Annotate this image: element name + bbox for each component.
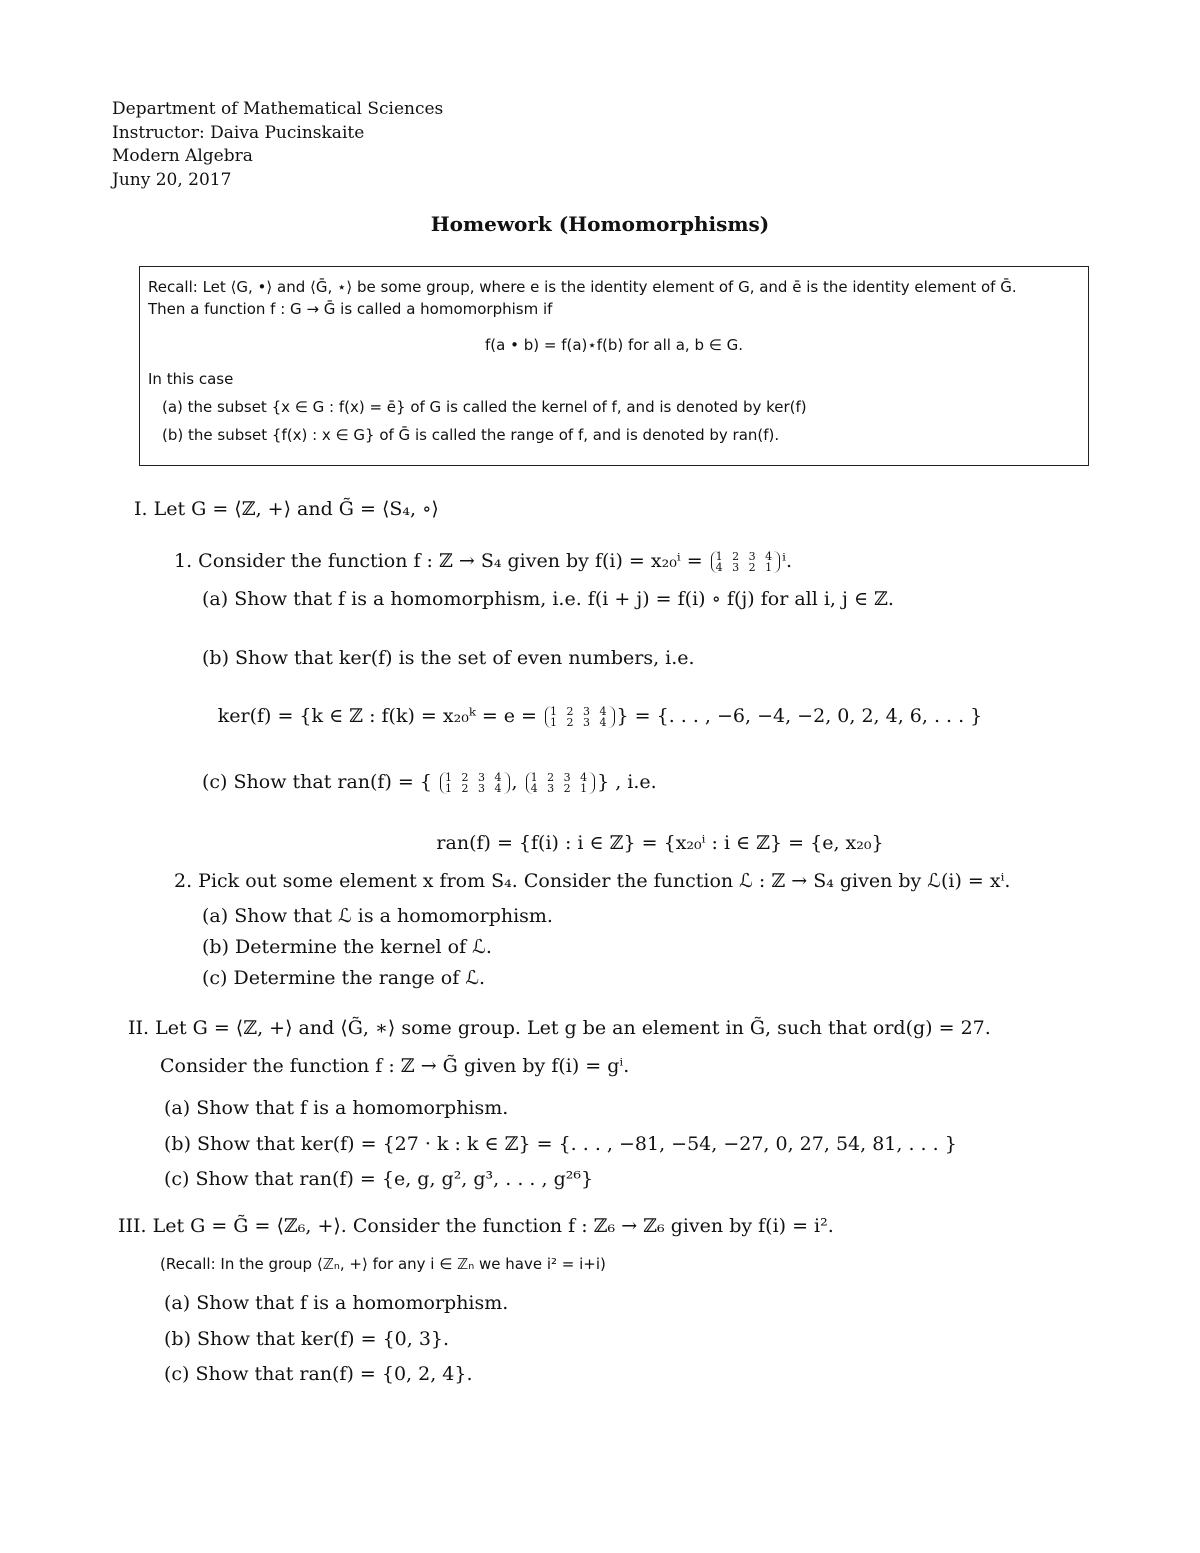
permutation-matrix — [711, 551, 780, 573]
problem-2-b: (b) Show that ker(f) = {27 · k : k ∈ ℤ} = {. . . , −81, −54, −27, 0, 27, 54, 81, . . . } — [164, 1133, 957, 1155]
matrix-bottom-row: 4 3 2 1 — [715, 561, 776, 574]
kernel-equation-right: } = {. . . , −6, −4, −2, 0, 2, 4, 6, . . . } — [616, 705, 983, 727]
problem-1-1 — [174, 550, 792, 573]
page-title: Homework (Homomorphisms) — [430, 212, 770, 236]
section-2-heading: II. Let G = ⟨ℤ, +⟩ and ⟨G̃, ∗⟩ some group. Let g be an element in G̃, such that ord(g) = 27. — [128, 1017, 991, 1039]
problem-3-a: (a) Show that f is a homomorphism. — [164, 1292, 509, 1314]
date-line: Juny 20, 2017 — [112, 169, 232, 190]
identity-permutation — [440, 772, 509, 794]
matrix-top-row: 1 2 3 4 — [530, 771, 591, 784]
matrix-bottom-row: 4 3 2 1 — [530, 782, 591, 795]
problem-1-1-b: (b) Show that ker(f) is the set of even numbers, i.e. — [202, 647, 695, 669]
course-line: Modern Algebra — [112, 146, 253, 166]
problem-3-c: (c) Show that ran(f) = {0, 2, 4}. — [164, 1363, 473, 1385]
section-2-line-2: Consider the function f : ℤ → G̃ given by f(i) = gⁱ. — [160, 1055, 630, 1077]
problem-1-1-c-right: } , i.e. — [597, 771, 657, 793]
problem-2-a: (a) Show that f is a homomorphism. — [164, 1097, 509, 1119]
department-line: Department of Mathematical Sciences — [112, 99, 444, 119]
matrix-bottom-row: 1 2 3 4 — [550, 716, 610, 729]
homomorphism-equation: f(a • b) = f(a)⋆f(b) for all a, b ∈ G. — [485, 336, 743, 354]
matrix-top-row: 1 2 3 4 — [445, 771, 505, 784]
problem-1-1-c-left: (c) Show that ran(f) = { — [202, 771, 432, 793]
problem-1-2-c: (c) Determine the range of ℒ. — [202, 967, 486, 989]
recall-line-3: In this case — [148, 370, 234, 388]
problem-2-c: (c) Show that ran(f) = {e, g, g², g³, . . . , g²⁶} — [164, 1168, 594, 1190]
recall-line-2: Then a function f : G → Ḡ is called a homomorphism if — [148, 300, 553, 318]
matrix-top-row: 1 2 3 4 — [550, 705, 610, 718]
problem-1-2-a: (a) Show that ℒ is a homomorphism. — [202, 905, 553, 927]
section-1-heading: I. Let G = ⟨ℤ, +⟩ and G̃ = ⟨S₄, ∘⟩ — [134, 498, 439, 520]
problem-1-1-a: (a) Show that f is a homomorphism, i.e. f(i + j) = f(i) ∘ f(j) for all i, j ∈ ℤ. — [202, 588, 894, 610]
matrix-bottom-row: 1 2 3 4 — [445, 782, 505, 795]
section-3-heading: III. Let G = G̃ = ⟨ℤ₆, +⟩. Consider the function f : ℤ₆ → ℤ₆ given by f(i) = i². — [118, 1215, 834, 1237]
recall-item-kernel: (a) the subset {x ∈ G : f(x) = ē} of G is called the kernel of f, and is denoted by ker(f) — [162, 398, 807, 416]
recall-box — [139, 266, 1089, 466]
kernel-equation-left: ker(f) = {k ∈ ℤ : f(k) = x₂₀ᵏ = e = — [217, 705, 537, 727]
recall-line-1: Recall: Let ⟨G, •⟩ and ⟨Ḡ, ⋆⟩ be some group, where e is the identity element of G, and ē is the identity element of Ḡ. — [148, 278, 1017, 296]
reversal-permutation — [526, 772, 595, 794]
document-header — [112, 98, 443, 192]
problem-1-1-c: (c) Show that ran(f) = { 1 2 3 4 1 2 3 4 , 1 2 3 4 4 3 2 1 } , i.e. — [202, 771, 657, 795]
problem-1-1-text: 1. Consider the function f : ℤ → S₄ given by f(i) = x₂₀ⁱ = — [174, 550, 703, 572]
problem-1-2: 2. Pick out some element x from S₄. Consider the function ℒ : ℤ → S₄ given by ℒ(i) = xⁱ. — [174, 870, 1011, 892]
problem-3-b: (b) Show that ker(f) = {0, 3}. — [164, 1328, 450, 1350]
problem-1-2-b: (b) Determine the kernel of ℒ. — [202, 936, 492, 958]
problem-1-1-end: ⁱ. — [782, 550, 793, 572]
instructor-line: Instructor: Daiva Pucinskaite — [112, 122, 365, 143]
kernel-equation — [0, 705, 1200, 728]
identity-permutation — [545, 706, 614, 728]
section-3-note: (Recall: In the group ⟨ℤₙ, +⟩ for any i ∈ ℤₙ we have i² = i+i) — [160, 1255, 606, 1273]
range-equation: ran(f) = {f(i) : i ∈ ℤ} = {x₂₀ⁱ : i ∈ ℤ} = {e, x₂₀} — [436, 832, 884, 854]
recall-item-range: (b) the subset {f(x) : x ∈ G} of Ḡ is called the range of f, and is denoted by ran(f). — [162, 426, 780, 444]
matrix-top-row: 1 2 3 4 — [715, 550, 776, 563]
